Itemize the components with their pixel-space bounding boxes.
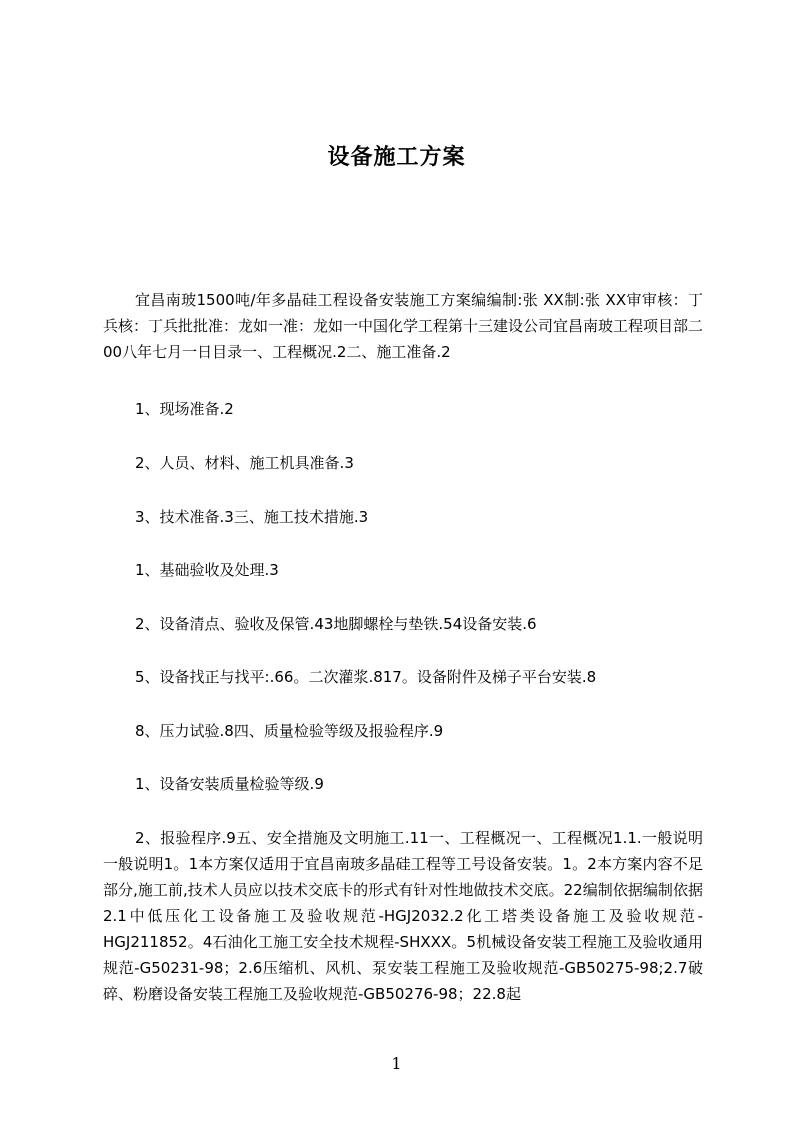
document-title: 设备施工方案: [327, 145, 466, 170]
toc-item-foundation-acceptance: 1、基础验收及处理.3: [135, 561, 279, 579]
body-paragraph: 2、报验程序.9五、安全措施及文明施工.11一、工程概况一、工程概况1.1.一般说明一般说明1。1本方案仅适用于宜昌南玻多晶硅工程等工号设备安装。1。2本方案内容不足部分,施工前,技术人员应以技术交底卡的形式有针对性地做技术交底。22编制依据编制依据2.1中低压化工设备施工及验收规范-HGJ2032.2化工塔类设备施工及验收规范-HGJ211852。4石油化工施工安全技术规程-SHXXX。5机械设备安装工程施工及验收通用规范-G50231-98；2.6压缩机、风机、泵安装工程施工及验收规范-GB50275-98;2.7破碎、粉磨设备安装工程施工及验收规范-GB50276-98；22.8起: [103, 829, 703, 1003]
toc-item-personnel-materials: 2、人员、材料、施工机具准备.3: [135, 454, 354, 472]
intro-paragraph: 宜昌南玻1500吨/年多晶硅工程设备安装施工方案编编制:张 XX制:张 XX审审核：丁兵核：丁兵批批准：龙如一准：龙如一中国化学工程第十三建设公司宜昌南玻工程项目部二00八年七月一日目录一、工程概况.2二、施工准备.2: [103, 291, 704, 361]
toc-item-alignment-leveling: 5、设备找正与找平:.66。二次灌浆.817。设备附件及梯子平台安装.8: [135, 668, 597, 686]
toc-item-site-preparation: 1、现场准备.2: [135, 400, 234, 418]
toc-item-quality-grade: 1、设备安装质量检验等级.9: [135, 775, 324, 793]
toc-item-pressure-test: 8、压力试验.8四、质量检验等级及报验程序.9: [135, 722, 444, 740]
toc-item-technical-preparation: 3、技术准备.3三、施工技术措施.3: [135, 508, 369, 526]
toc-item-equipment-inventory: 2、设备清点、验收及保管.43地脚螺栓与垫铁.54设备安装.6: [135, 615, 537, 633]
page-number: 1: [391, 1054, 402, 1073]
